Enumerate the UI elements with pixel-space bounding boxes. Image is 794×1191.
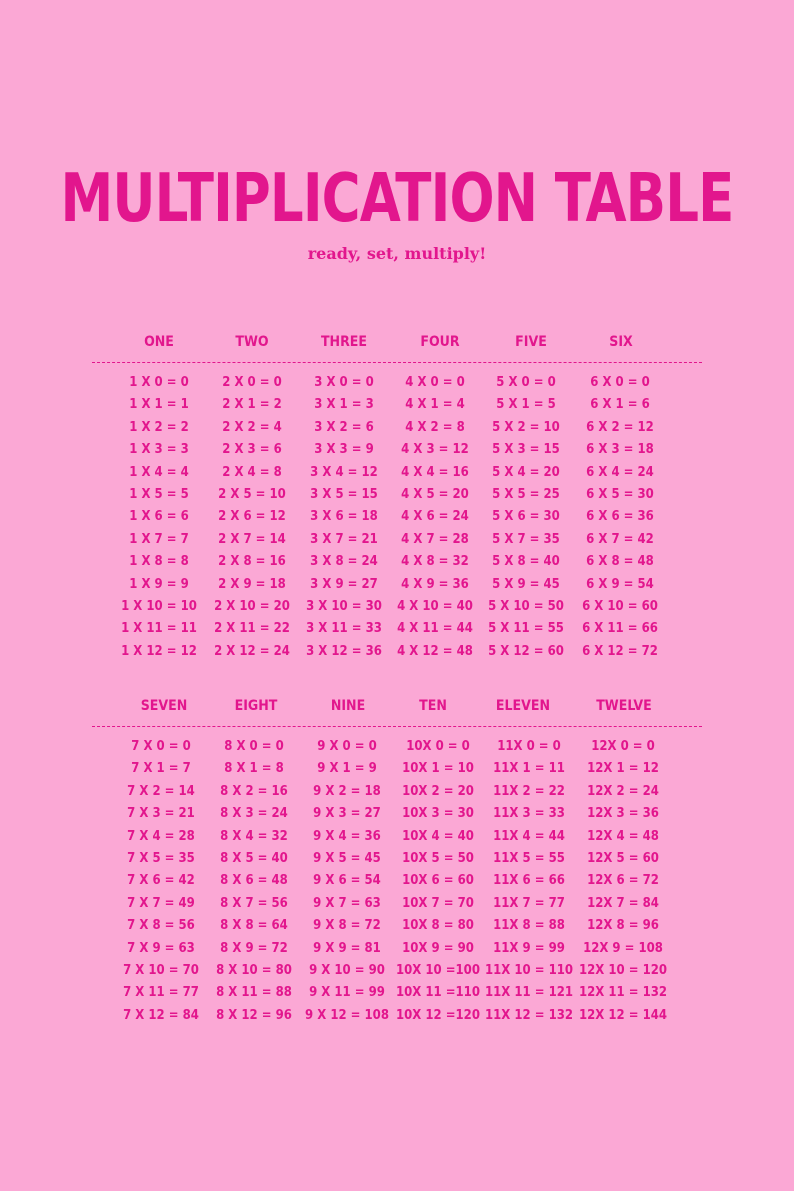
table-row: 3 X 11 = 33 <box>306 621 382 637</box>
table-row: 4 X 2 = 8 <box>405 419 465 435</box>
table-row: 3 X 0 = 0 <box>314 375 374 390</box>
table-row: 7 X 9 = 63 <box>127 940 195 956</box>
table-row: 7 X 11 = 77 <box>123 985 199 1001</box>
table-row: 12X 11 = 132 <box>579 985 667 1001</box>
table-row: 4 X 4 = 16 <box>401 464 469 480</box>
table-row: 10X 9 = 90 <box>402 940 474 956</box>
table-row: 2 X 0 = 0 <box>222 375 282 390</box>
column-header-five: FIVE <box>515 334 547 350</box>
table-row: 11X 12 = 132 <box>485 1007 573 1023</box>
table-row: 3 X 2 = 6 <box>314 419 374 435</box>
table-row: 9 X 11 = 99 <box>309 985 385 1001</box>
table-row: 1 X 11 = 11 <box>121 621 197 637</box>
table-row: 1 X 8 = 8 <box>129 554 189 570</box>
table-row: 8 X 7 = 56 <box>220 895 288 911</box>
table-row: 9 X 10 = 90 <box>309 962 385 978</box>
table-row: 12X 5 = 60 <box>587 850 659 866</box>
table-row: 12X 10 = 120 <box>579 962 667 978</box>
table-row: 3 X 6 = 18 <box>310 509 378 525</box>
column-headers <box>0 330 794 354</box>
table-row: 10X 3 = 30 <box>402 806 474 822</box>
times-column <box>575 372 665 663</box>
table-row: 8 X 0 = 0 <box>224 739 284 754</box>
table-row: 7 X 4 = 28 <box>127 828 195 844</box>
table-row: 11X 3 = 33 <box>493 806 565 822</box>
table-row: 2 X 6 = 12 <box>218 509 286 525</box>
dashed-divider <box>92 362 702 363</box>
times-column <box>299 372 389 663</box>
table-row: 6 X 6 = 36 <box>586 509 654 525</box>
table-row: 5 X 2 = 10 <box>492 419 560 435</box>
table-row: 6 X 8 = 48 <box>586 554 654 570</box>
table-row: 8 X 2 = 16 <box>220 783 288 799</box>
table-row: 12X 9 = 108 <box>583 940 663 956</box>
table-row: 11X 11 = 121 <box>485 985 573 1001</box>
table-row: 5 X 9 = 45 <box>492 576 560 592</box>
table-row: 11X 10 = 110 <box>485 962 573 978</box>
table-row: 9 X 6 = 54 <box>313 873 381 889</box>
column-header-eleven: ELEVEN <box>495 698 551 714</box>
table-row: 5 X 8 = 40 <box>492 554 560 570</box>
table-row: 9 X 4 = 36 <box>313 828 381 844</box>
table-row: 1 X 3 = 3 <box>129 442 189 458</box>
table-row: 1 X 2 = 2 <box>129 419 189 435</box>
table-row: 2 X 7 = 14 <box>218 531 286 547</box>
table-row: 4 X 1 = 4 <box>405 397 465 413</box>
table-row: 2 X 4 = 8 <box>222 464 282 480</box>
subtitle: ready, set, multiply! <box>307 244 487 263</box>
column-header-ten: TEN <box>419 698 447 714</box>
table-row: 6 X 7 = 42 <box>586 531 654 547</box>
table-row: 8 X 3 = 24 <box>220 806 288 822</box>
table-row: 12X 6 = 72 <box>587 873 659 889</box>
times-column <box>207 372 297 663</box>
table-row: 2 X 1 = 2 <box>222 397 282 413</box>
table-row: 7 X 7 = 49 <box>127 895 195 911</box>
table-row: 7 X 5 = 35 <box>127 850 195 866</box>
table-row: 10X 2 = 20 <box>402 783 474 799</box>
table-row: 2 X 2 = 4 <box>222 419 282 435</box>
table-row: 12X 7 = 84 <box>587 895 659 911</box>
table-row: 6 X 5 = 30 <box>586 486 654 502</box>
table-row: 6 X 0 = 0 <box>590 375 650 390</box>
table-row: 11X 8 = 88 <box>493 918 565 934</box>
table-row: 7 X 3 = 21 <box>127 806 195 822</box>
table-row: 6 X 11 = 66 <box>582 621 658 637</box>
table-row: 9 X 12 = 108 <box>305 1007 389 1023</box>
table-row: 6 X 3 = 18 <box>586 442 654 458</box>
table-row: 11X 2 = 22 <box>493 783 565 799</box>
table-row: 10X 5 = 50 <box>402 850 474 866</box>
table-row: 1 X 5 = 5 <box>129 486 189 502</box>
table-row: 7 X 6 = 42 <box>127 873 195 889</box>
table-row: 9 X 9 = 81 <box>313 940 381 956</box>
table-row: 11X 9 = 99 <box>493 940 565 956</box>
table-row: 4 X 3 = 12 <box>401 442 469 458</box>
table-row: 2 X 11 = 22 <box>214 621 290 637</box>
table-row: 7 X 8 = 56 <box>127 918 195 934</box>
table-row: 11X 0 = 0 <box>497 739 561 754</box>
table-row: 1 X 12 = 12 <box>121 643 197 659</box>
table-row: 3 X 4 = 12 <box>310 464 378 480</box>
table-row: 4 X 9 = 36 <box>401 576 469 592</box>
table-row: 8 X 1 = 8 <box>224 761 284 777</box>
table-row: 3 X 5 = 15 <box>310 486 378 502</box>
table-row: 7 X 12 = 84 <box>123 1007 199 1023</box>
table-row: 5 X 4 = 20 <box>492 464 560 480</box>
table-row: 11X 6 = 66 <box>493 873 565 889</box>
table-row: 6 X 10 = 60 <box>582 598 658 614</box>
table-row: 1 X 0 = 0 <box>129 375 189 390</box>
page-title: MULTIPLICATION TABLE <box>60 159 734 237</box>
table-row: 3 X 10 = 30 <box>306 598 382 614</box>
table-row: 9 X 1 = 9 <box>317 761 377 777</box>
column-headers <box>0 694 794 718</box>
column-header-seven: SEVEN <box>140 698 188 714</box>
table-row: 8 X 5 = 40 <box>220 850 288 866</box>
table-row: 10X 7 = 70 <box>402 895 474 911</box>
table-row: 3 X 7 = 21 <box>310 531 378 547</box>
times-column <box>116 736 206 1027</box>
times-column <box>114 372 204 663</box>
table-row: 8 X 9 = 72 <box>220 940 288 956</box>
times-column <box>390 372 480 663</box>
times-column <box>393 736 483 1027</box>
table-row: 2 X 8 = 16 <box>218 554 286 570</box>
table-row: 12X 1 = 12 <box>587 761 659 777</box>
table-row: 9 X 3 = 27 <box>313 806 381 822</box>
table-row: 10X 4 = 40 <box>402 828 474 844</box>
table-row: 3 X 1 = 3 <box>314 397 374 413</box>
table-row: 10X 12 =120 <box>396 1007 480 1023</box>
table-row: 7 X 10 = 70 <box>123 962 199 978</box>
table-row: 9 X 8 = 72 <box>313 918 381 934</box>
table-row: 7 X 1 = 7 <box>131 761 191 777</box>
table-row: 4 X 8 = 32 <box>401 554 469 570</box>
column-header-four: FOUR <box>420 334 460 350</box>
table-row: 4 X 5 = 20 <box>401 486 469 502</box>
times-column <box>578 736 668 1027</box>
table-row: 10X 6 = 60 <box>402 873 474 889</box>
table-row: 5 X 12 = 60 <box>488 643 564 659</box>
table-row: 1 X 1 = 1 <box>129 397 189 413</box>
table-row: 8 X 4 = 32 <box>220 828 288 844</box>
table-row: 2 X 10 = 20 <box>214 598 290 614</box>
table-row: 4 X 7 = 28 <box>401 531 469 547</box>
column-header-two: TWO <box>235 334 269 350</box>
table-row: 5 X 5 = 25 <box>492 486 560 502</box>
table-row: 3 X 8 = 24 <box>310 554 378 570</box>
column-header-one: ONE <box>144 334 174 350</box>
table-section-1-6 <box>0 330 794 670</box>
table-row: 6 X 4 = 24 <box>586 464 654 480</box>
table-row: 1 X 6 = 6 <box>129 509 189 525</box>
table-row: 1 X 9 = 9 <box>129 576 189 592</box>
times-column <box>484 736 574 1027</box>
column-header-twelve: TWELVE <box>596 698 652 714</box>
table-row: 12X 8 = 96 <box>587 918 659 934</box>
table-row: 2 X 9 = 18 <box>218 576 286 592</box>
table-row: 10X 11 =110 <box>396 985 480 1001</box>
table-row: 3 X 9 = 27 <box>310 576 378 592</box>
column-header-three: THREE <box>320 334 368 350</box>
table-row: 4 X 11 = 44 <box>397 621 473 637</box>
table-row: 12X 4 = 48 <box>587 828 659 844</box>
table-row: 4 X 10 = 40 <box>397 598 473 614</box>
column-header-eight: EIGHT <box>234 698 278 714</box>
table-row: 3 X 12 = 36 <box>306 643 382 659</box>
table-row: 2 X 12 = 24 <box>214 643 290 659</box>
column-header-six: SIX <box>609 334 633 350</box>
table-row: 11X 7 = 77 <box>493 895 565 911</box>
table-row: 10X 8 = 80 <box>402 918 474 934</box>
table-section-7-12 <box>0 694 794 1034</box>
table-row: 5 X 7 = 35 <box>492 531 560 547</box>
table-row: 11X 5 = 55 <box>493 850 565 866</box>
table-row: 9 X 5 = 45 <box>313 850 381 866</box>
table-row: 11X 4 = 44 <box>493 828 565 844</box>
dashed-divider <box>92 726 702 727</box>
table-row: 8 X 12 = 96 <box>216 1007 292 1023</box>
table-row: 9 X 2 = 18 <box>313 783 381 799</box>
table-row: 5 X 0 = 0 <box>496 375 556 390</box>
table-row: 8 X 6 = 48 <box>220 873 288 889</box>
table-row: 2 X 3 = 6 <box>222 442 282 458</box>
times-column <box>209 736 299 1027</box>
table-row: 10X 1 = 10 <box>402 761 474 777</box>
table-row: 8 X 10 = 80 <box>216 962 292 978</box>
table-row: 12X 12 = 144 <box>579 1007 667 1023</box>
table-row: 4 X 12 = 48 <box>397 643 473 659</box>
table-row: 8 X 11 = 88 <box>216 985 292 1001</box>
table-row: 11X 1 = 11 <box>493 761 565 777</box>
column-header-nine: NINE <box>330 698 366 714</box>
table-row: 5 X 3 = 15 <box>492 442 560 458</box>
table-row: 6 X 9 = 54 <box>586 576 654 592</box>
table-row: 1 X 4 = 4 <box>129 464 189 480</box>
table-row: 6 X 1 = 6 <box>590 397 650 413</box>
times-column <box>481 372 571 663</box>
table-row: 4 X 6 = 24 <box>401 509 469 525</box>
table-row: 5 X 10 = 50 <box>488 598 564 614</box>
table-row: 1 X 10 = 10 <box>121 598 197 614</box>
table-row: 12X 2 = 24 <box>587 783 659 799</box>
table-row: 5 X 11 = 55 <box>488 621 564 637</box>
table-row: 10X 10 =100 <box>396 962 480 978</box>
table-row: 7 X 0 = 0 <box>131 739 191 754</box>
table-row: 9 X 7 = 63 <box>313 895 381 911</box>
table-row: 8 X 8 = 64 <box>220 918 288 934</box>
table-row: 3 X 3 = 9 <box>314 442 374 458</box>
table-row: 10X 0 = 0 <box>406 739 470 754</box>
table-row: 7 X 2 = 14 <box>127 783 195 799</box>
table-row: 5 X 6 = 30 <box>492 509 560 525</box>
table-row: 2 X 5 = 10 <box>218 486 286 502</box>
table-row: 4 X 0 = 0 <box>405 375 465 390</box>
table-row: 6 X 12 = 72 <box>582 643 658 659</box>
times-column <box>302 736 392 1027</box>
table-row: 12X 3 = 36 <box>587 806 659 822</box>
table-row: 5 X 1 = 5 <box>496 397 556 413</box>
table-row: 9 X 0 = 0 <box>317 739 377 754</box>
table-row: 6 X 2 = 12 <box>586 419 654 435</box>
table-row: 12X 0 = 0 <box>591 739 655 754</box>
table-row: 1 X 7 = 7 <box>129 531 189 547</box>
